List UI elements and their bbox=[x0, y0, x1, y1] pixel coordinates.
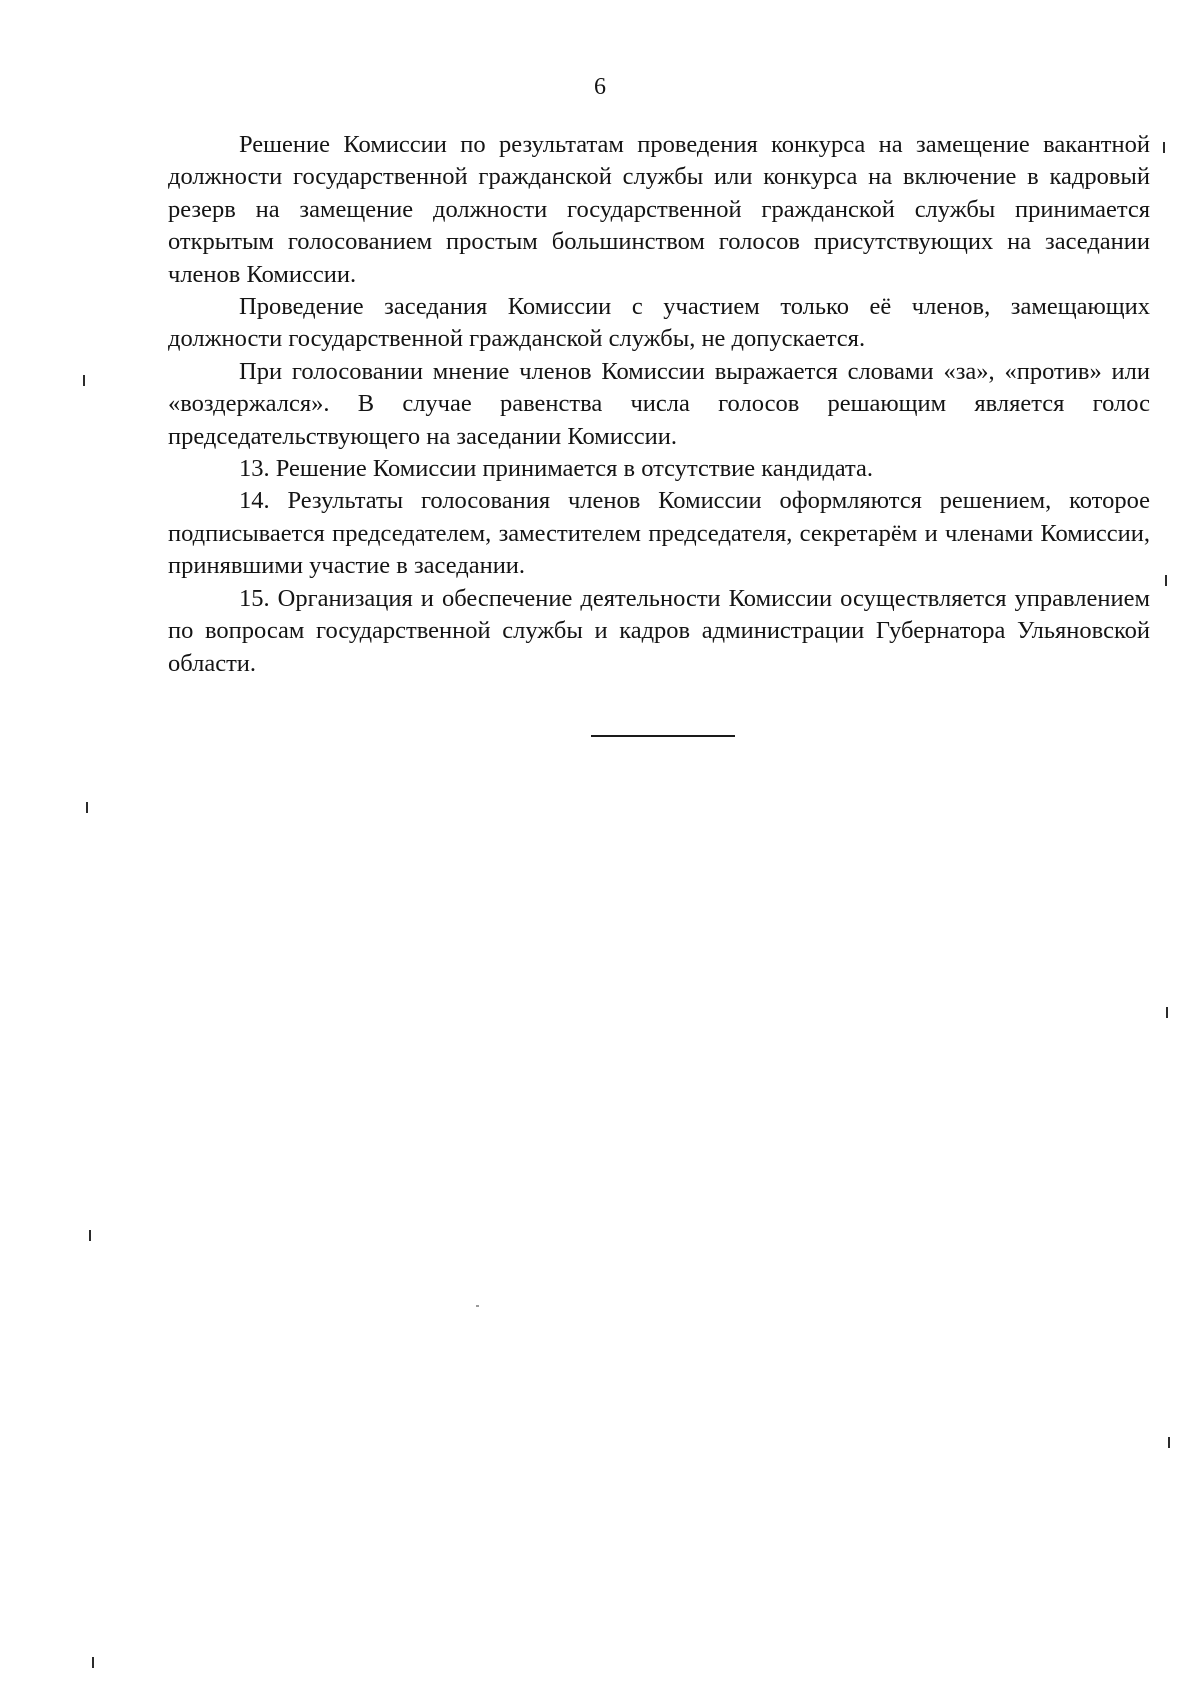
scan-mark bbox=[1163, 142, 1165, 153]
end-of-text-rule bbox=[591, 735, 735, 737]
paragraph-item-15: 15. Организация и обеспечение деятельности Комиссии осуществляется управлением по вопросам государственной службы и кадров администрации Губернатора Ульяновской области. bbox=[168, 584, 1150, 677]
scan-mark bbox=[86, 802, 88, 813]
page-number: 6 bbox=[594, 74, 606, 100]
scan-mark bbox=[89, 1230, 91, 1241]
scan-mark bbox=[92, 1657, 94, 1668]
paragraph-meeting-restriction: Проведение заседания Комиссии с участием только её членов, замещающих должности государственной гражданской службы, не допускается. bbox=[168, 293, 1150, 353]
scan-mark bbox=[1166, 1007, 1168, 1018]
scan-speck bbox=[476, 1305, 479, 1307]
paragraph-item-13: 13. Решение Комиссии принимается в отсутствие кандидата. bbox=[239, 455, 874, 483]
scan-mark bbox=[1168, 1437, 1170, 1448]
paragraph-item-14: 14. Результаты голосования членов Комиссии оформляются решением, которое подписывается председателем, заместителем председателя, секретарём и членами Комиссии, принявшими участие в заседании. bbox=[168, 487, 1150, 580]
paragraph-voting-rules: При голосовании мнение членов Комиссии выражается словами «за», «против» или «воздержался». В случае равенства числа голосов решающим является голос председательствующего на заседании Комиссии. bbox=[168, 357, 1150, 450]
document-body bbox=[168, 129, 1150, 680]
scan-mark bbox=[83, 375, 85, 386]
paragraph-commission-decision: Решение Комиссии по результатам проведения конкурса на замещение вакантной должности государственной гражданской службы или конкурса на включение в кадровый резерв на замещение должности государственной гражданской службы принимается открытым голосованием простым большинством голосов присутствующих на заседании членов Комиссии. bbox=[168, 131, 1150, 288]
scan-mark bbox=[1165, 575, 1167, 586]
